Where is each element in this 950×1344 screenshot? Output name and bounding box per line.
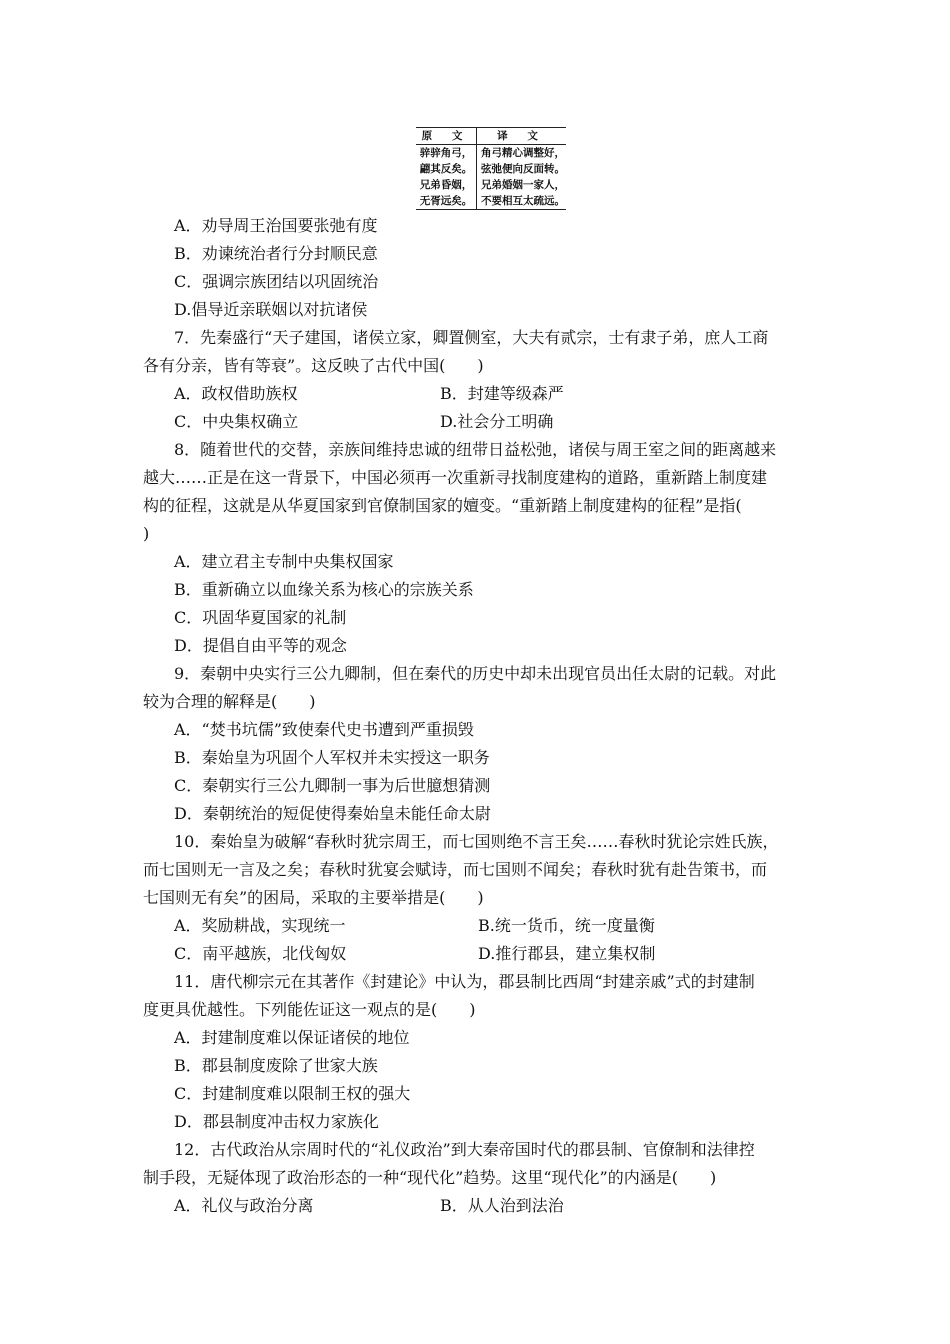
q8-stem-cont: 越大……正是在这一背景下，中国必须再一次重新寻找制度建构的道路，重新踏上制度建 [143, 468, 768, 487]
table-cell: 兄弟昏姻， [419, 179, 473, 191]
header-original: 原 文 [416, 128, 477, 144]
table-cell: 无胥远矣。 [419, 195, 473, 207]
q11-option-d: D．郡县制度冲击权力家族化 [174, 1112, 379, 1131]
table-cell: 兄弟婚姻一家人， [481, 179, 565, 191]
q11-option-c: C．封建制度难以限制王权的强大 [174, 1084, 411, 1103]
translation-table [416, 127, 566, 210]
q7-option-a: A．政权借助族权 [174, 384, 298, 403]
q10-option-a: A．奖励耕战，实现统一 [174, 916, 346, 935]
q7-stem-cont: 各有分亲，皆有等衰”。这反映了古代中国( ) [143, 356, 484, 375]
q7-option-d: D.社会分工明确 [440, 412, 554, 431]
table-body [416, 145, 566, 210]
q9-stem-cont: 较为合理的解释是( ) [143, 692, 316, 711]
table-cell: 弦弛便向反面转。 [481, 163, 565, 175]
q6-option-c: C．强调宗族团结以巩固统治 [174, 272, 379, 291]
q8-stem-cont: 构的征程，这就是从华夏国家到官僚制国家的嬗变。“重新踏上制度建构的征程”是指( [143, 496, 742, 515]
table-cell: 骍骍角弓， [419, 147, 473, 159]
table-cell: 角弓精心调整好， [481, 147, 565, 159]
original-column [416, 145, 477, 209]
q6-option-b: B．劝谏统治者行分封顺民意 [174, 244, 378, 263]
q10-option-d: D.推行郡县，建立集权制 [478, 944, 656, 963]
q12-option-a: A．礼仪与政治分离 [174, 1196, 314, 1215]
q10-stem: 10．秦始皇为破解“春秋时犹宗周王，而七国则绝不言王矣……春秋时犹论宗姓氏族， [174, 832, 779, 851]
q12-stem-cont: 制手段，无疑体现了政治形态的一种“现代化”趋势。这里“现代化”的内涵是( ) [143, 1168, 717, 1187]
q11-stem: 11．唐代柳宗元在其著作《封建论》中认为，郡县制比西周“封建亲戚”式的封建制 [174, 972, 755, 991]
q8-option-d: D．提倡自由平等的观念 [174, 636, 347, 655]
q9-stem: 9．秦朝中央实行三公九卿制，但在秦代的历史中却未出现官员出任太尉的记载。对此 [174, 664, 777, 683]
translation-column [477, 145, 566, 209]
q6-option-d: D.倡导近亲联姻以对抗诸侯 [174, 300, 368, 319]
q10-stem-cont: 七国则无有矣”的困局，采取的主要举措是( ) [143, 888, 484, 907]
table-cell: 翩其反矣。 [419, 163, 473, 175]
q11-option-b: B．郡县制度废除了世家大族 [174, 1056, 378, 1075]
q8-stem-cont: ) [143, 524, 150, 543]
q7-stem: 7．先秦盛行“天子建国，诸侯立家，卿置侧室，大夫有贰宗，士有隶子弟，庶人工商 [174, 328, 769, 347]
header-translation: 译 文 [497, 130, 546, 142]
q11-option-a: A．封建制度难以保证诸侯的地位 [174, 1028, 410, 1047]
q11-stem-cont: 度更具优越性。下列能佐证这一观点的是( ) [143, 1000, 476, 1019]
q10-option-b: B.统一货币，统一度量衡 [478, 916, 655, 935]
q6-option-a: A．劝导周王治国要张弛有度 [174, 216, 378, 235]
q10-stem-cont: 而七国则无一言及之矣；春秋时犹宴会赋诗，而七国则不闻矣；春秋时犹有赴告策书，而 [143, 860, 768, 879]
q8-option-a: A．建立君主专制中央集权国家 [174, 552, 394, 571]
q9-option-b: B．秦始皇为巩固个人军权并未实授这一职务 [174, 748, 490, 767]
q12-option-b: B．从人治到法治 [440, 1196, 564, 1215]
q8-option-c: C．巩固华夏国家的礼制 [174, 608, 347, 627]
q9-option-d: D．秦朝统治的短促使得秦始皇未能任命太尉 [174, 804, 491, 823]
q8-option-b: B．重新确立以血缘关系为核心的宗族关系 [174, 580, 474, 599]
q12-stem: 12．古代政治从宗周时代的“礼仪政治”到大秦帝国时代的郡县制、官僚制和法律控 [174, 1140, 755, 1159]
table-header [416, 127, 566, 145]
q9-option-a: A．“焚书坑儒”致使秦代史书遭到严重损毁 [174, 720, 474, 739]
q8-stem: 8．随着世代的交替，亲族间维持忠诚的纽带日益松弛，诸侯与周王室之间的距离越来 [174, 440, 777, 459]
q7-option-c: C．中央集权确立 [174, 412, 299, 431]
q7-option-b: B．封建等级森严 [440, 384, 564, 403]
table-cell: 不要相互太疏远。 [481, 195, 565, 207]
q9-option-c: C．秦朝实行三公九卿制一事为后世臆想猜测 [174, 776, 491, 795]
q10-option-c: C．南平越族，北伐匈奴 [174, 944, 347, 963]
